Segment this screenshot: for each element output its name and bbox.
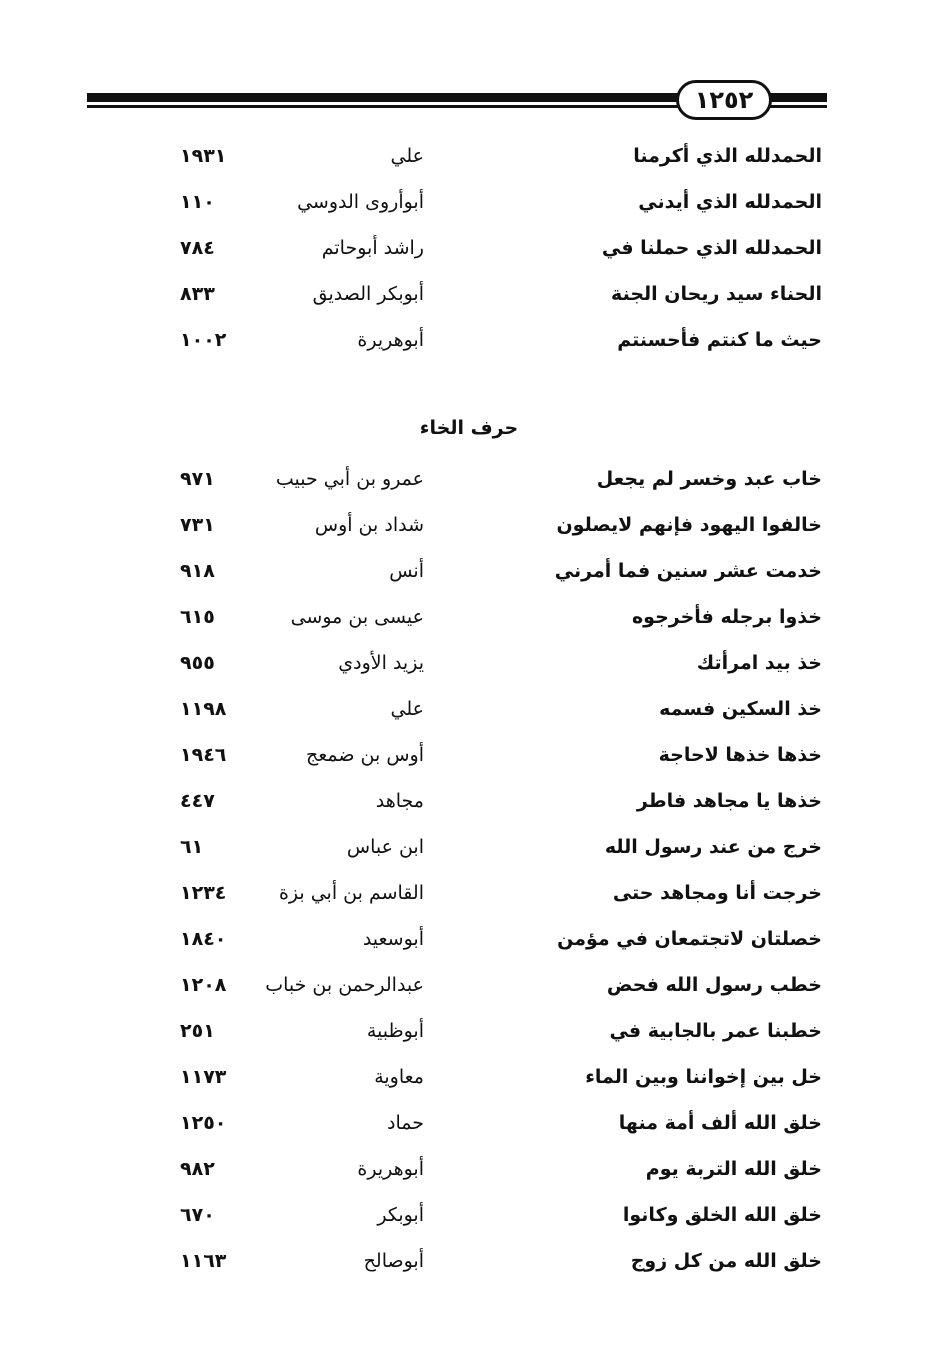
hadith-text: خذ بيد امرأتك: [696, 652, 822, 674]
hadith-text: خذها يا مجاهد فاطر: [636, 790, 822, 812]
hadith-number: ١٩٣١: [180, 145, 227, 167]
hadith-number: ١٢٥٠: [180, 1112, 227, 1134]
narrator-name: أوس بن ضمعج: [305, 744, 424, 766]
narrator-name: يزيد الأودي: [338, 652, 424, 674]
hadith-number: ١١٩٨: [180, 698, 227, 720]
hadith-number: ١٨٤٠: [180, 928, 227, 950]
narrator-name: أبوظبية: [366, 1020, 424, 1042]
table-row: [0, 781, 938, 821]
table-row: [0, 459, 938, 499]
hadith-text: خصلتان لاتجتمعان في مؤمن: [557, 928, 822, 950]
hadith-text: خرج من عند رسول الله: [604, 836, 822, 858]
hadith-number: ٧٣١: [180, 514, 215, 536]
table-row: [0, 873, 938, 913]
narrator-name: أبوأروى الدوسي: [297, 191, 424, 213]
table-row: [0, 182, 938, 222]
narrator-name: معاوية: [374, 1066, 424, 1088]
hadith-text: خلق الله التربة يوم: [645, 1158, 822, 1180]
hadith-text: خلق الله الخلق وكانوا: [622, 1204, 822, 1226]
narrator-name: عيسى بن موسى: [290, 606, 424, 628]
table-row: [0, 1241, 938, 1281]
narrator-name: علي: [390, 145, 424, 167]
table-row: [0, 965, 938, 1005]
narrator-name: أنس: [389, 560, 424, 582]
table-row: [0, 597, 938, 637]
hadith-text: خدمت عشر سنين فما أمرني: [554, 560, 822, 582]
narrator-name: عبدالرحمن بن خباب: [265, 974, 424, 996]
table-row: [0, 551, 938, 591]
hadith-text: حيث ما كنتم فأحسنتم: [617, 329, 822, 351]
table-row: [0, 1057, 938, 1097]
hadith-number: ٦١: [180, 836, 204, 858]
hadith-text: خلق الله ألف أمة منها: [618, 1112, 822, 1134]
hadith-text: الحمدلله الذي حملنا في: [601, 237, 822, 259]
hadith-number: ٩٥٥: [180, 652, 215, 674]
table-row: [0, 274, 938, 314]
section-heading: حرف الخاء: [419, 417, 519, 439]
hadith-text: الحمدلله الذي أيدني: [638, 191, 822, 213]
hadith-number: ١٢٠٨: [180, 974, 227, 996]
table-row: [0, 689, 938, 729]
hadith-text: خلق الله من كل زوج: [630, 1250, 822, 1272]
narrator-name: حماد: [387, 1112, 424, 1134]
hadith-number: ٩٨٢: [180, 1158, 215, 1180]
hadith-number: ١٢٣٤: [180, 882, 227, 904]
hadith-number: ٧٨٤: [180, 237, 215, 259]
hadith-text: خالفوا اليهود فإنهم لايصلون: [556, 514, 822, 536]
narrator-name: عمرو بن أبي حبيب: [275, 468, 424, 490]
table-row: [0, 136, 938, 176]
narrator-name: علي: [390, 698, 424, 720]
narrator-name: مجاهد: [375, 790, 424, 812]
hadith-text: خطب رسول الله فحض: [606, 974, 822, 996]
page-header: [0, 0, 938, 130]
narrator-name: القاسم بن أبي بزة: [278, 882, 424, 904]
hadith-text: خاب عبد وخسر لم يجعل: [596, 468, 822, 490]
hadith-number: ٢٥١: [180, 1020, 215, 1042]
table-row: [0, 1149, 938, 1189]
table-row: [0, 228, 938, 268]
hadith-number: ٩١٨: [180, 560, 215, 582]
hadith-text: الحناء سيد ريحان الجنة: [611, 283, 822, 305]
table-row: [0, 735, 938, 775]
table-row: [0, 1195, 938, 1235]
hadith-number: ١١٦٣: [180, 1250, 227, 1272]
hadith-text: خذ السكين فسمه: [659, 698, 822, 720]
hadith-number: ٤٤٧: [180, 790, 215, 812]
hadith-number: ٦٧٠: [180, 1204, 215, 1226]
table-row: [0, 505, 938, 545]
table-row: [0, 1103, 938, 1143]
table-row: [0, 919, 938, 959]
table-row: [0, 1011, 938, 1051]
page-number: ١٢٥٢: [676, 80, 772, 120]
narrator-name: أبوصالح: [363, 1250, 424, 1272]
hadith-text: الحمدلله الذي أكرمنا: [633, 145, 822, 167]
table-row: [0, 827, 938, 867]
hadith-text: خطبنا عمر بالجابية في: [609, 1020, 822, 1042]
hadith-text: خل بين إخواننا وبين الماء: [585, 1066, 822, 1088]
table-row: [0, 320, 938, 360]
narrator-name: أبوسعيد: [362, 928, 424, 950]
hadith-text: خذوا برجله فأخرجوه: [631, 606, 822, 628]
narrator-name: شداد بن أوس: [314, 514, 424, 536]
table-row: [0, 643, 938, 683]
narrator-name: أبوبكر: [377, 1204, 424, 1226]
narrator-name: أبوهريرة: [357, 329, 424, 351]
hadith-number: ١٠٠٢: [180, 329, 227, 351]
hadith-number: ١١٧٣: [180, 1066, 227, 1088]
narrator-name: ابن عباس: [346, 836, 424, 858]
narrator-name: أبوبكر الصديق: [312, 283, 424, 305]
hadith-text: خرجت أنا ومجاهد حتى: [612, 882, 822, 904]
narrator-name: راشد أبوحاتم: [321, 237, 424, 259]
hadith-number: ١١٠: [180, 191, 215, 213]
hadith-number: ٩٧١: [180, 468, 215, 490]
hadith-number: ٨٣٣: [180, 283, 215, 305]
narrator-name: أبوهريرة: [357, 1158, 424, 1180]
hadith-number: ١٩٤٦: [180, 744, 227, 766]
hadith-number: ٦١٥: [180, 606, 215, 628]
hadith-text: خذها خذها لاحاجة: [658, 744, 822, 766]
